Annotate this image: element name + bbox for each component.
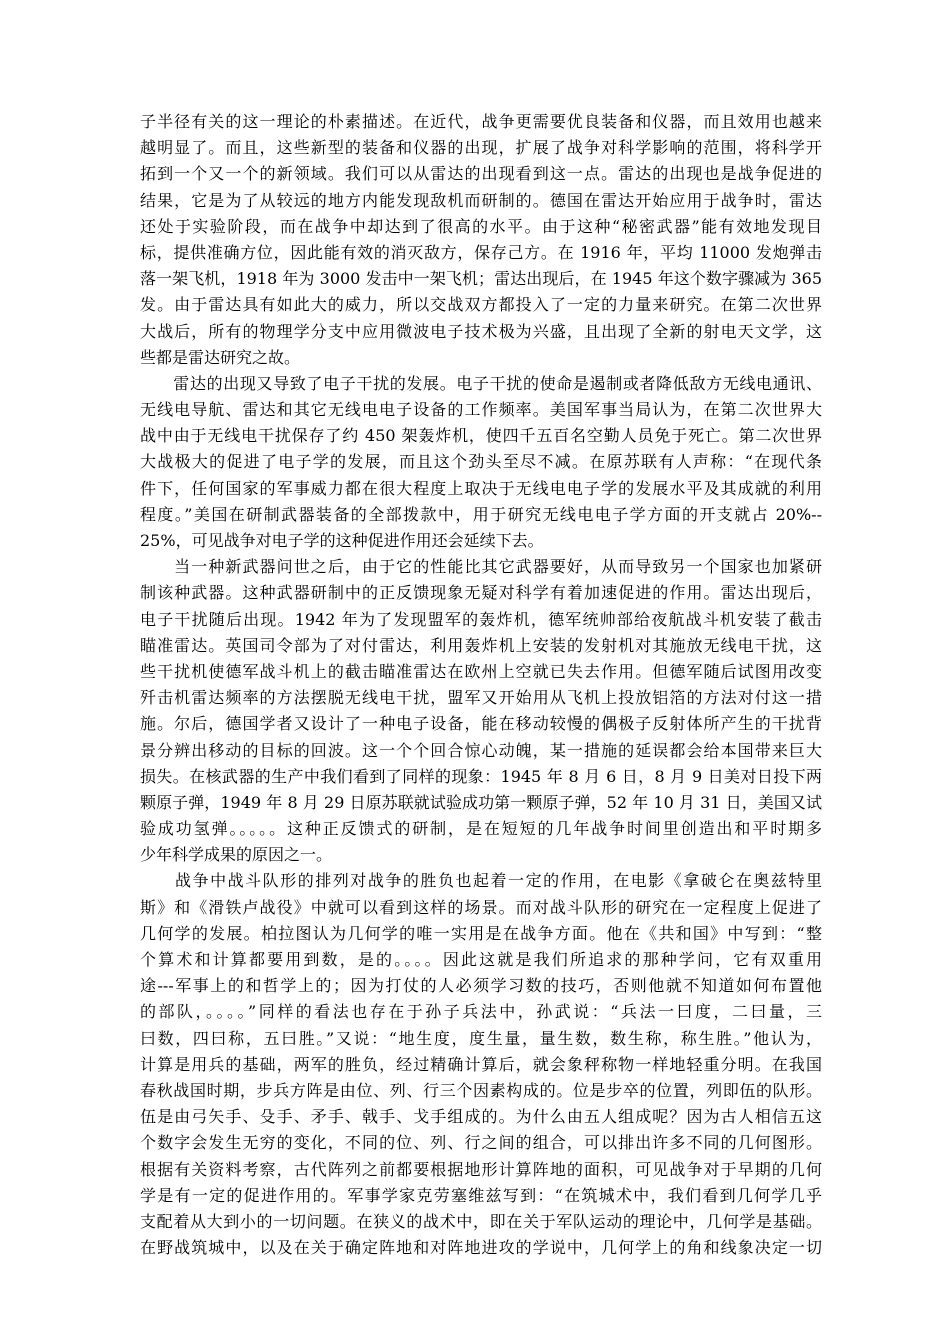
text-line: 标，提供准确方位，因此能有效的消灭敌方，保存己方。在 1916 年，平均 11000 发炮弹击	[140, 242, 822, 262]
text-line: 些都是雷达研究之故。	[140, 347, 301, 367]
document-page	[140, 109, 822, 1261]
text-line: 的部队，。。。。”同样的看法也存在于孙子兵法中，孙武说：“兵法一曰度，二曰量，三	[140, 1002, 822, 1022]
text-line: 支配着从大到小的一切问题。在狭义的战术中，即在关于军队运动的理论中，几何学是基础。	[140, 1211, 822, 1231]
text-line: 斯》和《滑铁卢战役》中就可以看到这样的场景。而对战斗队形的研究在一定程度上促进了	[140, 897, 822, 917]
text-line: 颗原子弹，1949 年 8 月 29 日原苏联就试验成功第一颗原子弹，52 年 10 月 31 日，美国又试	[140, 792, 822, 812]
paragraph-electronic-jamming	[140, 371, 822, 554]
text-line: 个数字会发生无穷的变化，不同的位、列、行之间的组合，可以排出许多不同的几何图形。	[140, 1133, 822, 1153]
text-line: 伍是由弓矢手、殳手、矛手、戟手、戈手组成的。为什么由五人组成呢？因为古人相信五这	[140, 1107, 822, 1127]
text-line: 途---军事上的和哲学上的；因为打仗的人必须学习数的技巧，否则他就不知道如何布置他	[140, 976, 822, 996]
text-line: 根据有关资料考察，古代阵列之前都要根据地形计算阵地的面积，可见战争对于早期的几何	[140, 1159, 822, 1179]
text-line: 当一种新武器问世之后，由于它的性能比其它武器要好，从而导致另一个国家也加紧研	[140, 557, 822, 577]
text-line: 25%，可见战争对电子学的这种促进作用还会延续下去。	[140, 531, 544, 550]
text-line: 在野战筑城中，以及在关于确定阵地和对阵地进攻的学说中，几何学上的角和线象决定一切	[140, 1238, 822, 1258]
text-line: 些干扰机使德军战斗机上的截击瞄准雷达在欧州上空就已失去作用。但德军随后试图用改变	[140, 661, 822, 681]
text-line: 春秋战国时期，步兵方阵是由位、列、行三个因素构成的。位是步卒的位置，列即伍的队形。	[140, 1080, 822, 1100]
text-line: 落一架飞机，1918 年为 3000 发击中一架飞机；雷达出现后，在 1945 年这个数字骤减为 365	[140, 269, 822, 289]
text-line: 计算是用兵的基础，两军的胜负，经过精确计算后，就会象秤称物一样地轻重分明。在我国	[140, 1054, 822, 1074]
text-line: 战争中战斗队形的排列对战争的胜负也起着一定的作用，在电影《拿破仑在奥兹特里	[140, 871, 822, 891]
text-line: 瞄准雷达。英国司令部为了对付雷达，利用轰炸机上安装的发射机对其施放无线电干扰，这	[140, 635, 822, 655]
text-line: 电子干扰随后出现。1942 年为了发现盟军的轰炸机，德军统帅部给夜航战斗机安装了截击	[140, 609, 822, 629]
text-line: 无线电导航、雷达和其它无线电电子设备的工作频率。美国军事当局认为，在第二次世界大	[140, 400, 822, 420]
paragraph-battle-formation	[140, 868, 822, 1261]
text-line: 制该种武器。这种武器研制中的正反馈现象无疑对科学有着加速促进的作用。雷达出现后，	[140, 583, 822, 603]
text-line: 结果，它是为了从较远的地方内能发现敌机而研制的。德国在雷达开始应用于战争时，雷达	[140, 190, 822, 210]
text-line: 几何学的发展。柏拉图认为几何学的唯一实用是在战争方面。他在《共和国》中写到：“整	[140, 923, 822, 943]
text-line: 拓到一个又一个的新领域。我们可以从雷达的出现看到这一点。雷达的出现也是战争促进的	[140, 164, 822, 184]
text-line: 损失。在核武器的生产中我们看到了同样的现象：1945 年 8 月 6 日，8 月 9 日美对日投下两	[140, 766, 822, 786]
text-line: 个算术和计算都要用到数，是的。。。。因此这就是我们所追求的那种学问，它有双重用	[140, 950, 822, 969]
text-line: 验成功氢弹。。。。。这种正反馈式的研制，是在短短的几年战争时间里创造出和平时期多	[140, 819, 822, 839]
text-line: 雷达的出现又导致了电子干扰的发展。电子干扰的使命是遏制或者降低敌方无线电通讯、	[140, 373, 822, 393]
text-line: 还处于实验阶段，而在战争中却达到了很高的水平。由于这种“秘密武器”能有效地发现目	[140, 216, 822, 236]
text-line: 施。尔后，德国学者又设计了一种电子设备，能在移动较慢的偶极子反射体所产生的干扰背	[140, 714, 822, 734]
text-line: 大战后，所有的物理学分支中应用微波电子技术极为兴盛，且出现了全新的射电天文学，这	[140, 321, 822, 341]
text-line: 少年科学成果的原因之一。	[140, 845, 333, 865]
text-line: 景分辨出移动的目标的回波。这一个个回合惊心动魄，某一措施的延误都会给本国带来巨大	[140, 740, 822, 760]
text-line: 歼击机雷达频率的方法摆脱无线电干扰，盟军又开始用从飞机上投放铝箔的方法对付这一措	[140, 688, 822, 708]
text-line: 学是有一定的促进作用的。军事学家克劳塞维兹写到：“在筑城术中，我们看到几何学几乎	[140, 1185, 822, 1205]
text-line: 件下，任何国家的军事威力都在很大程度上取决于无线电电子学的发展水平及其成就的利用	[140, 478, 822, 498]
text-line: 战中由于无线电干扰保存了约 450 架轰炸机，使四千五百名空勤人员免于死亡。第二次世界	[140, 426, 822, 446]
text-line: 子半径有关的这一理论的朴素描述。在近代，战争更需要优良装备和仪器，而且效用也越来	[140, 112, 822, 131]
text-line: 曰数，四曰称，五曰胜。”又说：“地生度，度生量，量生数，数生称，称生胜。”他认为，	[140, 1028, 822, 1048]
text-line: 大战极大的促进了电子学的发展，而且这个劲头至尽不减。在原苏联有人声称：“在现代条	[140, 452, 822, 472]
paragraph-weapons-feedback	[140, 554, 822, 868]
text-line: 越明显了。而且，这些新型的装备和仪器的出现，扩展了战争对科学影响的范围，将科学开	[140, 138, 822, 158]
text-line: 程度。”美国在研制武器装备的全部拨款中，用于研究无线电电子学方面的开支就占 20%--	[140, 504, 822, 524]
text-line: 发。由于雷达具有如此大的威力，所以交战双方都投入了一定的力量来研究。在第二次世界	[140, 295, 822, 315]
paragraph-radar-history	[140, 109, 822, 371]
